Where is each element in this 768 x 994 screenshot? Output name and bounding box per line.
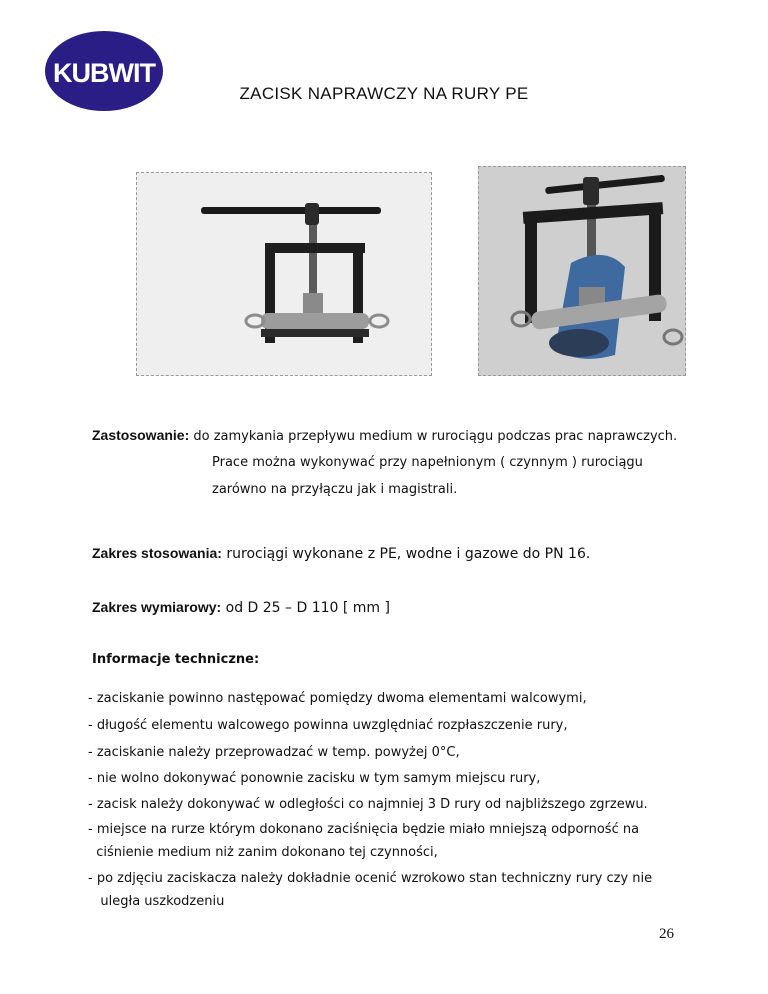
usage-line-1: [92, 427, 677, 445]
size-range-line: [92, 599, 390, 616]
tech-info-item: uległa uszkodzeniu: [88, 894, 225, 909]
tech-info-item: - zacisk należy dokonywać w odległości co najmniej 3 D rury od najbliższego zgrzewu.: [88, 797, 648, 812]
scope-line: [92, 545, 590, 562]
tech-info-item: - miejsce na rurze którym dokonano zaciśnięcia będzie miało mniejszą odporność na: [88, 822, 640, 837]
tech-info-heading: Informacje techniczne:: [92, 652, 260, 667]
clamp-photo-left: [136, 172, 432, 376]
usage-text-2: Prace można wykonywać przy napełnionym ( czynnym ) rurociągu: [212, 455, 643, 470]
clamp-photo-right: [478, 166, 686, 376]
tech-info-item: - zaciskanie powinno następować pomiędzy dwoma elementami walcowymi,: [88, 691, 587, 706]
scope-text: rurociągi wykonane z PE, wodne i gazowe do PN 16.: [226, 546, 591, 562]
tech-info-item: - po zdjęciu zaciskacza należy dokładnie ocenić wzrokowo stan techniczny rury czy nie: [88, 871, 653, 886]
usage-text-1: do zamykania przepływu medium w rurociągu podczas prac naprawczych.: [193, 429, 678, 444]
tech-info-item: - zaciskanie należy przeprowadzać w temp. powyżej 0°C,: [88, 745, 460, 760]
usage-text-3: zarówno na przyłączu jak i magistrali.: [212, 482, 458, 497]
size-range-label: Zakres wymiarowy:: [92, 599, 222, 615]
scope-label: Zakres stosowania:: [92, 545, 222, 561]
tech-info-item: - nie wolno dokonywać ponownie zacisku w tym samym miejscu rury,: [88, 771, 541, 786]
pipe-clamp-icon: [137, 173, 432, 376]
usage-label: Zastosowanie:: [92, 427, 190, 443]
svg-text:KUBWIT: KUBWIT: [53, 58, 155, 88]
page-title: ZACISK NAPRAWCZY NA RURY PE: [239, 84, 529, 103]
page-number: 26: [659, 926, 674, 942]
tech-info-item: - długość elementu walcowego powinna uwzględniać rozpłaszczenie rury,: [88, 718, 568, 733]
size-range-text: od D 25 – D 110 [ mm ]: [225, 600, 390, 616]
pipe-clamp-on-pipe-icon: [479, 167, 686, 376]
tech-info-item: ciśnienie medium niż zanim dokonano tej czynności,: [88, 845, 438, 860]
